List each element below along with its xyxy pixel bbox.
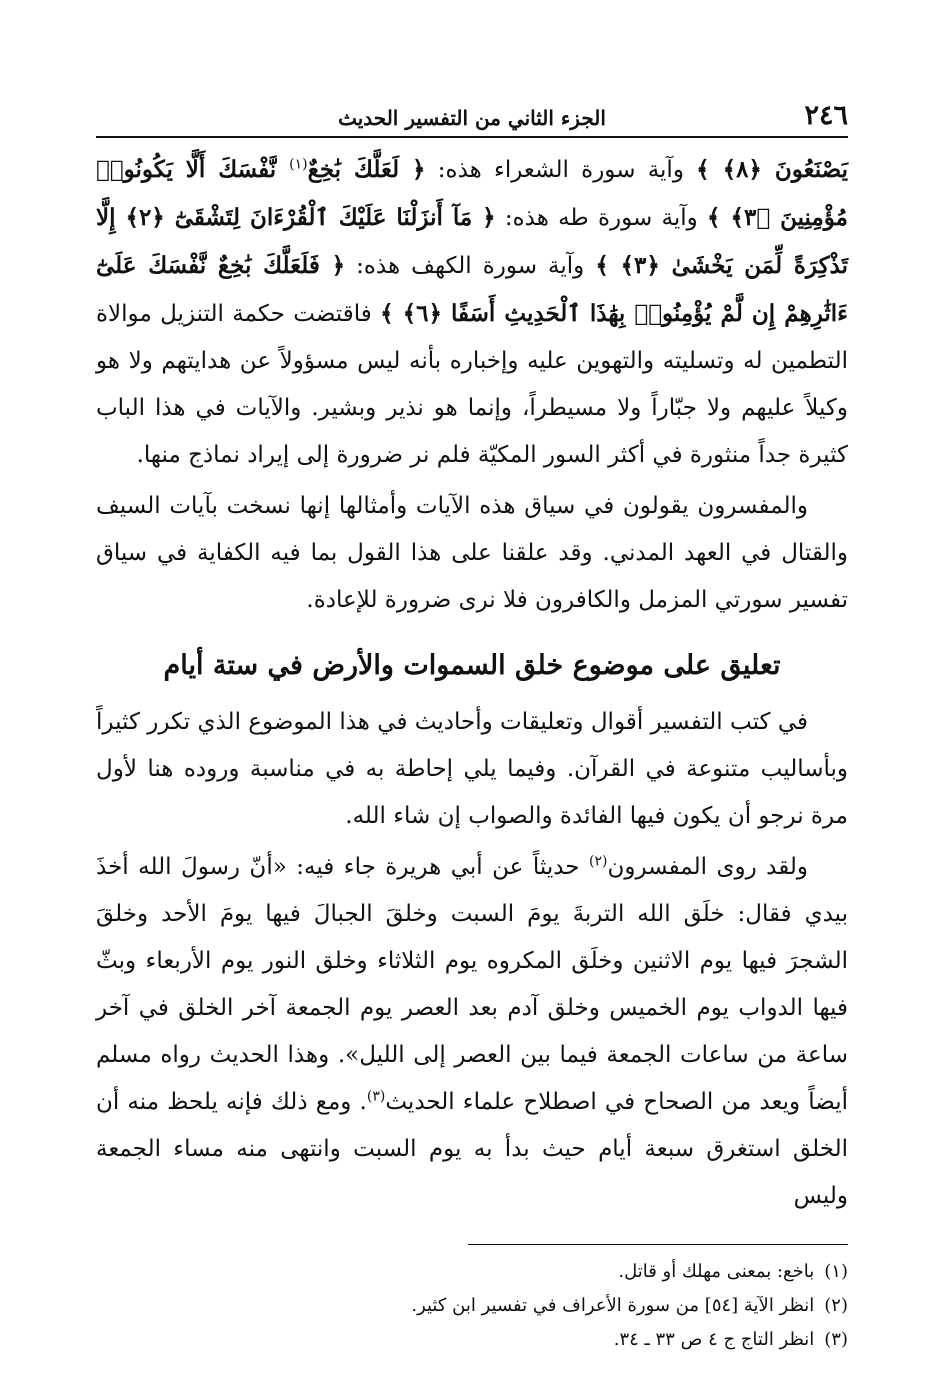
paragraph-3: في كتب التفسير أقوال وتعليقات وأحاديث في هذا الموضوع الذي تكرر كثيراً وبأساليب متنوعة في القرآن. وفيما يلي إحاطة به في مناسبة وروده هنا لأول مرة نرجو أن يكون فيها الفائدة والصواب إن شاء الله. [96, 709, 848, 829]
paragraph-text: فاقتضت حكمة التنزيل موالاة التطمين له وتسليته والتهوين عليه وإخباره بأنه ليس مسؤولاً عن هدايتهم ولا هو وكيلاً عليهم ولا جبّاراً ولا مسيطراً، وإنما هو نذير وبشير. والآيات في هذا الباب كثيرة جداً منثورة في أكثر السور المكيّة فلم نر ضرورة إلى إيراد نماذج منها. [96, 301, 848, 468]
paragraph-text: وآية سورة طه هذه: [495, 205, 708, 231]
quran-verse: نَّفْسَكَ أَلَّا يَكُونُوا۟ مُؤْمِنِينَ ﴿٣﴾ ﴾ [96, 156, 848, 231]
paragraph-2: والمفسرون يقولون في سياق هذه الآيات وأمثالها إنها نسخت بآيات السيف والقتال في العهد المدني. وقد علقنا على هذا القول بما فيه الكفاية في سياق تفسير سورتي المزمل والكافرون فلا نرى ضرورة للإعادة. [96, 493, 848, 613]
page-number: ٢٤٦ [804, 100, 848, 131]
paragraph-text: وآية سورة الكهف هذه: [345, 253, 596, 279]
footnote-number: (١) [824, 1261, 848, 1282]
footnotes [96, 1255, 848, 1357]
quran-verse: ﴿ فَلَعَلَّكَ بَٰخِعٌ نَّفْسَكَ عَلَىٰٓ ءَاثَٰرِهِمْ إِن لَّمْ يُؤْمِنُوا۟ بِهَٰذَا ٱلْحَدِيثِ أَسَفًا ﴿٦﴾ ﴾ [96, 252, 848, 327]
paragraph-text: . ومع ذلك فإنه يلحظ منه أن الخلق استغرق سبعة أيام حيث بدأ به يوم السبت وانتهى منه مساء الجمعة وليس [96, 1089, 848, 1209]
book-page [96, 96, 848, 1377]
footnote-item [96, 1255, 848, 1289]
footnote-item [96, 1323, 848, 1357]
running-title: الجزء الثاني من التفسير الحديث [338, 106, 606, 130]
footnote-item [96, 1289, 848, 1323]
quran-verse: ﴿ لَعَلَّكَ بَٰخِعٌ [307, 156, 426, 183]
footnote-text: انظر الآية [٥٤] من سورة الأعراف في تفسير ابن كثير. [411, 1295, 815, 1316]
footnote-text: باخع: بمعنى مهلك أو قاتل. [618, 1261, 815, 1282]
footnote-number: (٣) [824, 1329, 848, 1350]
footnote-number: (٢) [824, 1295, 848, 1316]
footnote-ref-2[interactable]: (٢) [589, 853, 608, 870]
footnote-text: انظر التاج ج ٤ ص ٣٣ ـ ٣٤. [613, 1329, 815, 1350]
footnote-ref-3[interactable]: (٣) [366, 1088, 386, 1105]
paragraph-4 [96, 844, 848, 1220]
paragraph-1 [96, 146, 848, 479]
paragraph-text: حديثاً عن أبي هريرة جاء فيه: «أنّ رسولَ الله أخذَ بيدي فقال: خلَق الله التربةَ يومَ السبت وخلقَ الجبالَ فيها يومَ الأحد وخلقَ الشجرَ فيها يوم الاثنين وخلَق المكروه يوم الثلاثاء وخلق النور يوم الأربعاء وبثّ فيها الدواب يوم الخميس وخلق آدم بعد العصر يوم الجمعة آخر الخلق في آخر ساعة من ساعات الجمعة فيما بين العصر إلى الليل». وهذا الحديث رواه مسلم أيضاً ويعد من الصحاح في اصطلاح علماء الحديث [96, 854, 848, 1115]
paragraph-text: ولقد روى المفسرون [607, 854, 809, 880]
quran-verse: يَصْنَعُونَ ﴿٨﴾ ﴾ [696, 156, 848, 183]
quran-verse: ﴿ مَآ أَنزَلْنَا عَلَيْكَ ٱلْقُرْءَانَ لِتَشْقَىٰٓ ﴿٢﴾ إِلَّا تَذْكِرَةً لِّمَن يَخْشَىٰ ﴿٣﴾ ﴾ [96, 204, 848, 279]
body-text [96, 146, 848, 1220]
paragraph-text: وآية سورة الشعراء هذه: [425, 157, 697, 183]
footnote-ref-1[interactable]: (١) [289, 156, 308, 173]
footnote-divider [468, 1244, 848, 1245]
section-heading: تعليق على موضوع خلق السموات والأرض في ستة أيام [163, 650, 781, 681]
page-header [96, 96, 848, 138]
